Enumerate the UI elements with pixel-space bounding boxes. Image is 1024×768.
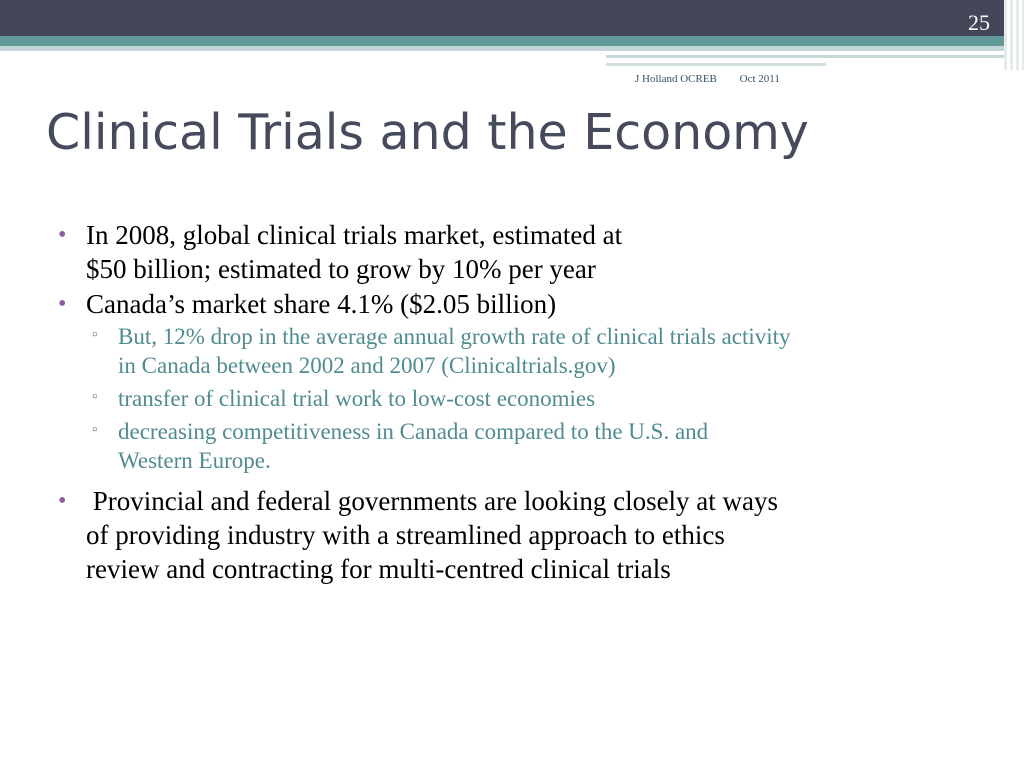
sub-bullet-item [90, 417, 988, 475]
bullet-text-line: of providing industry with a streamlined approach to ethics [86, 520, 725, 550]
hollow-square-icon: ▫ [92, 327, 98, 343]
sub-bullet-item [90, 322, 988, 380]
slide-title: Clinical Trials and the Economy [46, 104, 809, 161]
decorative-line [606, 55, 1006, 58]
bullet-text-line: Canada’s market share 4.1% ($2.05 billion) [86, 289, 557, 319]
sub-bullet-text-line: in Canada between 2002 and 2007 (Clinicaltrials.gov) [118, 353, 616, 378]
bullet-dot-icon: • [58, 222, 67, 248]
header-band [0, 0, 1024, 36]
hollow-square-icon: ▫ [92, 389, 98, 405]
sub-bullet-text-line: Western Europe. [118, 448, 271, 473]
bullet-text-line: $50 billion; estimated to grow by 10% per year [86, 254, 596, 284]
bullet-text-line: review and contracting for multi-centred clinical trials [86, 554, 671, 584]
header-accent-band [0, 36, 1024, 46]
bullet-item [58, 218, 988, 286]
decorative-stripes [1004, 0, 1024, 70]
sub-bullet-text-line: But, 12% drop in the average annual growth rate of clinical trials activity [118, 324, 791, 349]
slide-number: 25 [968, 10, 990, 35]
bullet-item [58, 484, 988, 586]
bullet-text-line: In 2008, global clinical trials market, estimated at [86, 220, 623, 250]
slide-footer-meta [635, 73, 780, 85]
slide-content [58, 218, 988, 587]
bullet-dot-icon: • [58, 291, 67, 317]
bullet-item [58, 287, 988, 321]
author-label: J Holland OCREB [635, 73, 717, 85]
hollow-square-icon: ▫ [92, 422, 98, 438]
header-light-band [0, 46, 1024, 51]
sub-bullet-item [90, 384, 988, 413]
date-label: Oct 2011 [739, 73, 780, 85]
sub-bullet-text-line: transfer of clinical trial work to low-cost economies [118, 386, 596, 411]
sub-bullet-text-line: decreasing competitiveness in Canada compared to the U.S. and [118, 419, 709, 444]
bullet-dot-icon: • [58, 488, 67, 514]
decorative-line [606, 63, 826, 66]
bullet-text-line: Provincial and federal governments are looking closely at ways [86, 486, 779, 516]
